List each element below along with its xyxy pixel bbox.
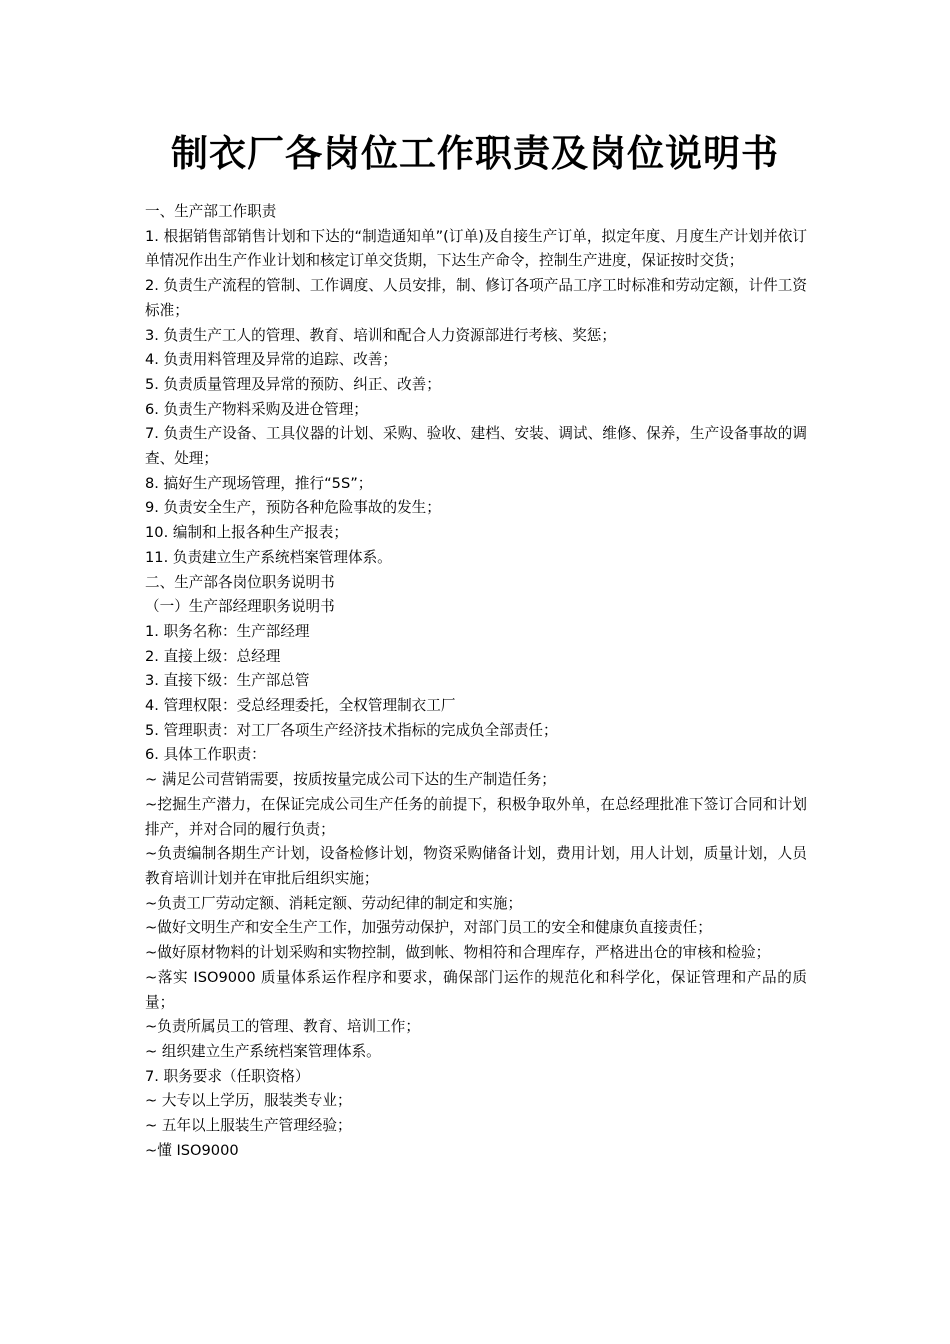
- document-paragraph: ~负责编制各期生产计划，设备检修计划，物资采购储备计划，费用计划，用人计划，质量计划，人员教育培训计划并在审批后组织实施；: [145, 845, 807, 887]
- document-paragraph: ~负责工厂劳动定额、消耗定额、劳动纪律的制定和实施；: [145, 894, 523, 912]
- document-body: [145, 200, 807, 1163]
- document-paragraph: 7. 负责生产设备、工具仪器的计划、采购、验收、建档、安装、调试、维修、保养，生产设备事故的调查、处理；: [145, 425, 807, 468]
- document-paragraph: ~做好文明生产和安全生产工作，加强劳动保护，对部门员工的安全和健康负直接责任；: [145, 919, 712, 937]
- document-title: 制衣厂各岗位工作职责及岗位说明书: [171, 131, 779, 175]
- document-paragraph: 3. 直接下级：生产部总管: [145, 672, 310, 690]
- document-paragraph: 7. 职务要求（任职资格）: [145, 1067, 310, 1085]
- document-paragraph: 2. 直接上级：总经理: [145, 647, 281, 665]
- document-paragraph: 一、生产部工作职责: [145, 203, 277, 220]
- document-paragraph: ~ 组织建立生产系统档案管理体系。: [145, 1042, 381, 1060]
- document-paragraph: 5. 负责质量管理及异常的预防、纠正、改善；: [145, 375, 441, 393]
- document-paragraph: 6. 具体工作职责：: [145, 746, 266, 764]
- document-paragraph: 3. 负责生产工人的管理、教育、培训和配合人力资源部进行考核、奖惩；: [145, 326, 616, 344]
- document-paragraph: 1. 根据销售部销售计划和下达的“制造通知单”(订单)及自接生产订单，拟定年度、月度生产计划并依订单情况作出生产作业计划和核定订单交货期，下达生产命令，控制生产进度，保证按时交货；: [145, 227, 807, 270]
- document-paragraph: 5. 管理职责：对工厂各项生产经济技术指标的完成负全部责任；: [145, 721, 558, 739]
- document-paragraph: ~做好原材物料的计划采购和实物控制，做到帐、物相符和合理库存，严格进出仓的审核和检验；: [145, 944, 771, 962]
- document-paragraph: 2. 负责生产流程的管制、工作调度、人员安排，制、修订各项产品工序工时标准和劳动定额，计件工资标准；: [145, 277, 807, 319]
- document-paragraph: ~ 五年以上服装生产管理经验；: [145, 1117, 352, 1135]
- document-paragraph: ~ 满足公司营销需要，按质按量完成公司下达的生产制造任务；: [145, 771, 556, 789]
- document-paragraph: ~落实 ISO9000 质量体系运作程序和要求，确保部门运作的规范化和科学化，保证管理和产品的质量；: [145, 968, 807, 1011]
- document-paragraph: 6. 负责生产物料采购及进仓管理；: [145, 400, 368, 418]
- document-paragraph: （一）生产部经理职务说明书: [145, 598, 335, 616]
- document-paragraph: ~挖掘生产潜力，在保证完成公司生产任务的前提下，积极争取外单，在总经理批准下签订合同和计划排产，并对合同的履行负责；: [145, 795, 807, 838]
- document-paragraph: 1. 职务名称：生产部经理: [145, 622, 310, 640]
- document-paragraph: 4. 管理权限：受总经理委托，全权管理制衣工厂: [145, 697, 456, 715]
- document-paragraph: 二、生产部各岗位职务说明书: [145, 573, 335, 591]
- document-paragraph: 9. 负责安全生产，预防各种危险事故的发生；: [145, 499, 441, 517]
- document-paragraph: 4. 负责用料管理及异常的追踪、改善；: [145, 351, 398, 369]
- document-paragraph: 10. 编制和上报各种生产报表；: [145, 524, 348, 542]
- document-paragraph: ~负责所属员工的管理、教育、培训工作；: [145, 1018, 420, 1036]
- document-paragraph: ~懂 ISO9000: [145, 1141, 239, 1159]
- document-paragraph: 8. 搞好生产现场管理，推行“5S”；: [145, 474, 373, 492]
- document-paragraph: ~ 大专以上学历，服装类专业；: [145, 1092, 352, 1110]
- document-paragraph: 11. 负责建立生产系统档案管理体系。: [145, 548, 392, 566]
